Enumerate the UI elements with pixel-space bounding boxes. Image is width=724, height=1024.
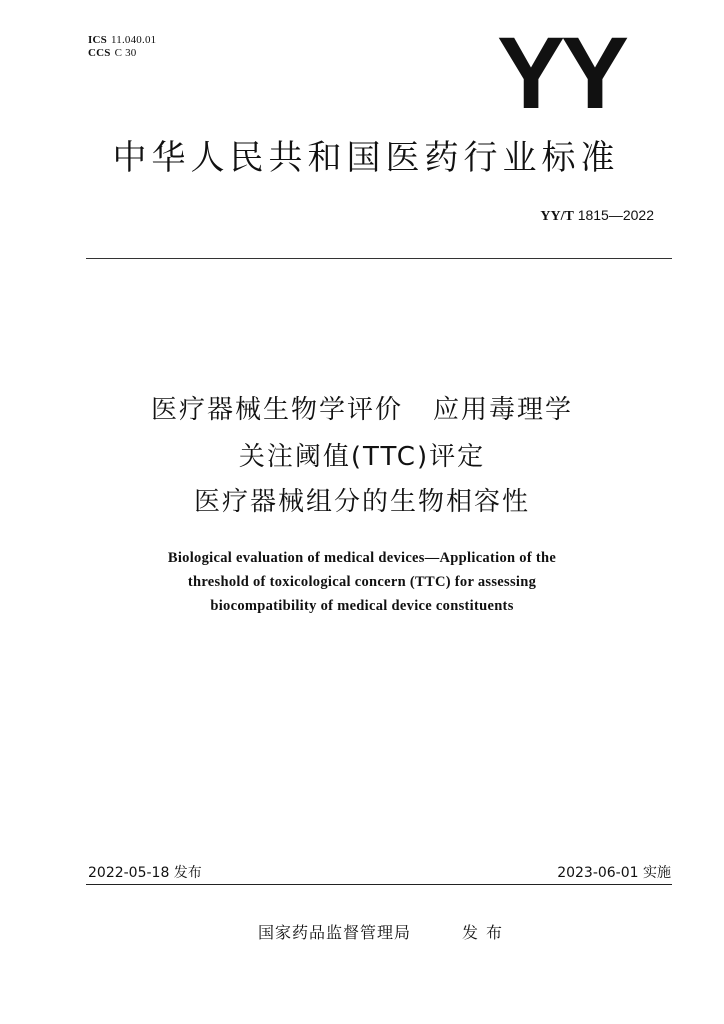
standard-number <box>540 207 654 225</box>
issuing-authority: 国家药品监督管理局 <box>258 923 412 942</box>
standard-type-title: 中华人民共和国医药行业标准 <box>112 138 620 178</box>
standard-code: 1815—2022 <box>577 207 654 223</box>
yy-logo <box>486 28 636 114</box>
chinese-title-line2: 关注阈值(TTC)评定 <box>238 442 486 472</box>
ccs-code <box>88 47 156 60</box>
ics-value: 11.040.01 <box>110 34 157 46</box>
yy-logo-text: YY <box>496 28 626 114</box>
effective-date: 2023-06-01 实施 <box>557 865 671 881</box>
classification-codes <box>88 34 156 60</box>
standard-prefix: YY/T <box>540 209 574 224</box>
ics-code <box>88 34 156 47</box>
english-title-line1: Biological evaluation of medical devices—Application of the <box>167 550 557 566</box>
chinese-title-part1: 医疗器械生物学评价 <box>150 395 403 425</box>
chinese-title-line3: 医疗器械组分的生物相容性 <box>193 487 530 517</box>
bottom-divider <box>86 884 672 885</box>
ccs-label: CCS <box>88 47 111 59</box>
english-title-line2: threshold of toxicological concern (TTC) for assessing <box>187 574 537 590</box>
english-title-line3: biocompatibility of medical device constituents <box>210 598 514 614</box>
chinese-title-part2: 应用毒理学 <box>433 395 574 425</box>
chinese-title-line1 <box>0 392 724 428</box>
ccs-value: C 30 <box>114 47 137 59</box>
ics-label: ICS <box>88 34 107 46</box>
issue-action: 发布 <box>462 923 511 942</box>
top-divider <box>86 258 672 259</box>
publish-date: 2022-05-18 发布 <box>88 865 202 881</box>
